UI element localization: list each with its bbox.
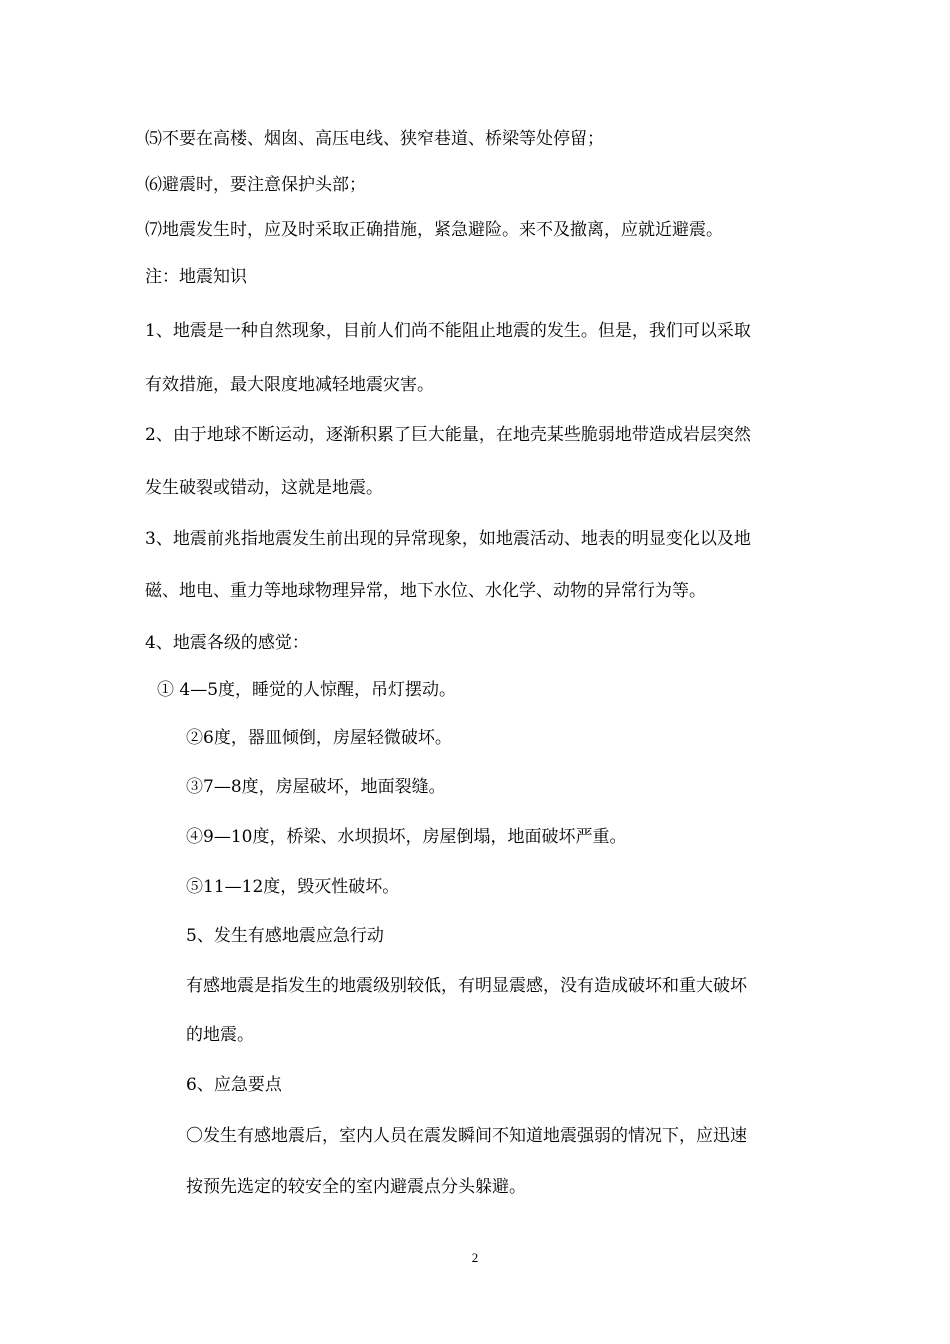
page-number: 2 (471, 1250, 479, 1265)
text-line: ⑹避震时，要注意保护头部； (145, 175, 366, 195)
text-line: 的地震。 (186, 1025, 254, 1045)
section-heading: 6、应急要点 (186, 1075, 282, 1095)
text-line: ⑸不要在高楼、烟囱、高压电线、狭窄巷道、桥梁等处停留； (145, 129, 604, 149)
list-item: ① 4—5度，睡觉的人惊醒，吊灯摆动。 (157, 680, 457, 700)
text-line: 2、由于地球不断运动，逐渐积累了巨大能量，在地壳某些脆弱地带造成岩层突然 (145, 425, 751, 445)
text-line: 按预先选定的较安全的室内避震点分头躲避。 (186, 1177, 526, 1197)
text-line: 发生破裂或错动，这就是地震。 (145, 478, 383, 498)
section-heading: 5、发生有感地震应急行动 (186, 926, 384, 946)
text-line: 〇发生有感地震后，室内人员在震发瞬间不知道地震强弱的情况下，应迅速 (186, 1126, 747, 1146)
text-line: 1、地震是一种自然现象，目前人们尚不能阻止地震的发生。但是，我们可以采取 (145, 321, 751, 341)
list-item: ②6度，器皿倾倒，房屋轻微破坏。 (186, 728, 452, 748)
text-line: 3、地震前兆指地震发生前出现的异常现象，如地震活动、地表的明显变化以及地 (145, 529, 751, 549)
text-line: 有效措施，最大限度地减轻地震灾害。 (145, 375, 434, 395)
list-item: ⑤11—12度，毁灭性破坏。 (186, 877, 400, 897)
list-item: ③7—8度，房屋破坏，地面裂缝。 (186, 777, 446, 797)
text-line: 磁、地电、重力等地球物理异常，地下水位、水化学、动物的异常行为等。 (145, 581, 706, 601)
section-heading: 注：地震知识 (145, 267, 247, 287)
text-line: 有感地震是指发生的地震级别较低，有明显震感，没有造成破坏和重大破坏 (186, 976, 747, 996)
text-line: 4、地震各级的感觉： (145, 633, 309, 653)
list-item: ④9—10度，桥梁、水坝损坏，房屋倒塌，地面破坏严重。 (186, 827, 627, 847)
text-line: ⑺地震发生时，应及时采取正确措施，紧急避险。来不及撤离，应就近避震。 (145, 220, 723, 240)
